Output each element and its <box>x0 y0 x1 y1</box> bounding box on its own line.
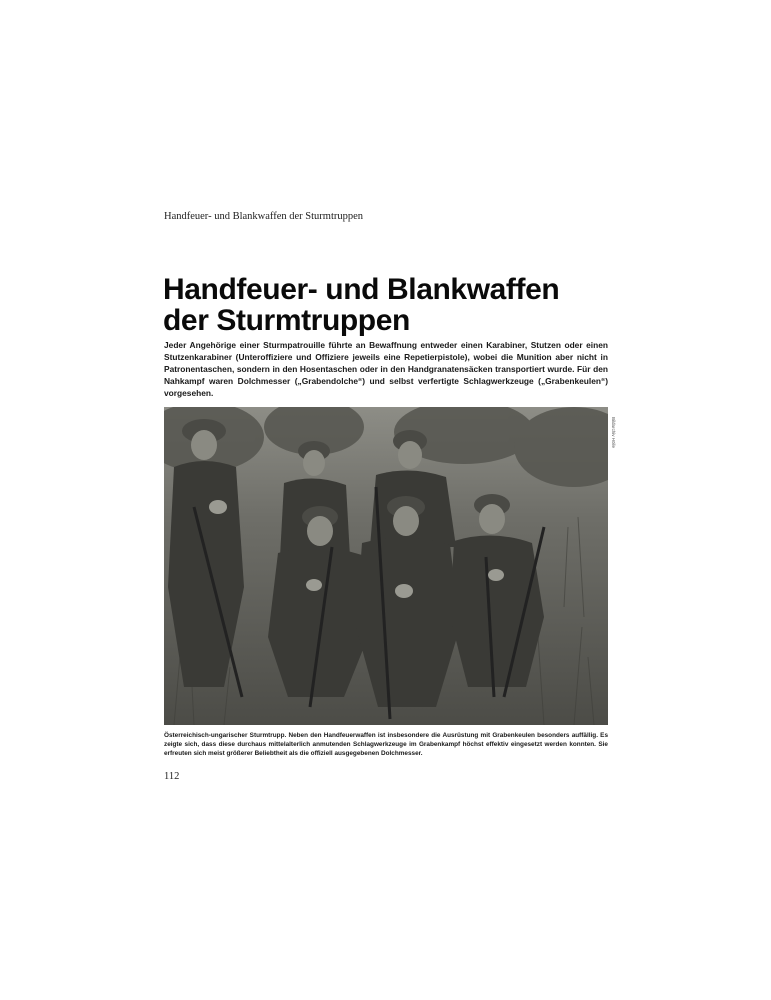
title-line-1: Handfeuer- und Blankwaffen <box>163 273 560 306</box>
page-title <box>163 274 623 336</box>
page-number: 112 <box>164 771 180 782</box>
running-head: Handfeuer- und Blankwaffen der Sturmtruppen <box>164 211 364 222</box>
title-line-2: der Sturmtruppen <box>163 304 410 337</box>
photo-caption: Österreichisch-ungarischer Sturmtrupp. Neben den Handfeuerwaffen ist insbesondere die Ausrüstung mit Grabenkeulen besonders auffällig. Es zeigte sich, dass diese durchaus mittelalterlich anmutenden Schlagwerkzeuge im Grabenkampf höchst effektiv eingesetzt werden konnten. Sie erfreuten sich meist größerer Beliebtheit als die offiziell ausgegebenen Dolchmesser. <box>164 732 608 757</box>
photo-credit-text: Bildarchiv Hölle <box>611 417 616 449</box>
soldiers-photo <box>164 407 608 725</box>
photo-credit <box>606 417 626 447</box>
lead-paragraph: Jeder Angehörige einer Sturmpatrouille führte an Bewaffnung entweder einen Karabiner, Stutzen oder einen Stutzenkarabiner (Unteroffiziere und Offiziere jeweils eine Repetierpistole), wobei die Munition aber nicht in Patronentaschen, sondern in den Hosentaschen oder in den Handgranatensäcken transportiert wurde. Für den Nahkampf waren Dolchmesser („Grabendolche“) und selbst verfertigte Schlagwerkzeuge („Grabenkeulen“) vorgesehen. <box>164 340 608 398</box>
